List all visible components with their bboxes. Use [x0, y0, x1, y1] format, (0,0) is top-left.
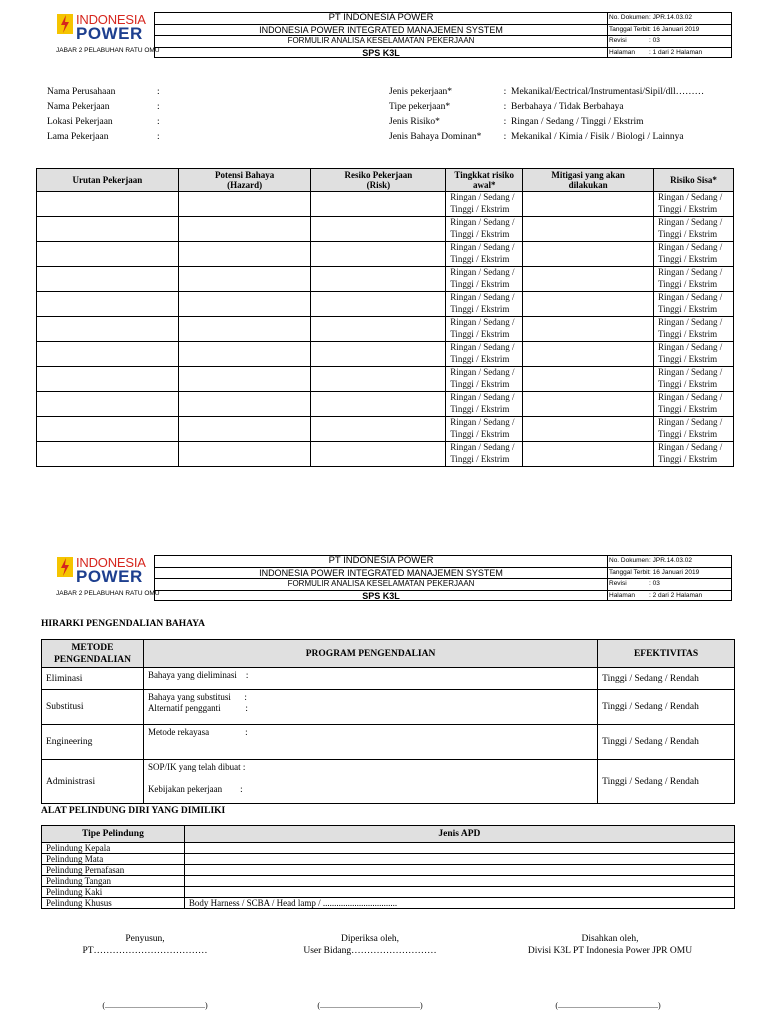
table-row [37, 217, 734, 242]
input-cell[interactable] [311, 267, 446, 292]
col-header: METODE PENGENDALIAN [42, 640, 144, 668]
col-header: Resiko Pekerjaan (Risk) [311, 169, 446, 192]
input-cell[interactable] [178, 242, 311, 267]
col-header: Risiko Sisa* [653, 169, 733, 192]
table-header-row [37, 169, 734, 192]
residual-risk-cell[interactable]: Ringan / Sedang / Tinggi / Ekstrim [653, 267, 733, 292]
input-cell[interactable] [178, 342, 311, 367]
jsa-table [36, 168, 734, 467]
initial-risk-cell[interactable]: Ringan / Sedang / Tinggi / Ekstrim [446, 267, 523, 292]
info-row: Tipe pekerjaan* : Berbahaya / Tidak Berbahaya [389, 102, 624, 112]
page-header-1 [40, 12, 732, 60]
input-cell[interactable] [311, 242, 446, 267]
input-cell[interactable] [37, 442, 179, 467]
input-cell[interactable] [523, 292, 654, 317]
table-row [37, 242, 734, 267]
header-meta-block: No. Dokumen: JPR.14.03.02 Tanggal Terbit: 16 Januari 2019 Revisi : 03 Halaman : 1 dari 2 Halaman [606, 12, 732, 58]
form-title: FORMULIR ANALISA KESELAMATAN PEKERJAAN [155, 579, 607, 591]
system-name: INDONESIA POWER INTEGRATED MANAJEMEN SYSTEM [155, 25, 607, 37]
company-name: PT INDONESIA POWER [155, 556, 607, 568]
input-cell[interactable] [178, 317, 311, 342]
residual-risk-cell[interactable]: Ringan / Sedang / Tinggi / Ekstrim [653, 417, 733, 442]
lightning-logo-icon [57, 557, 73, 577]
apd-title: ALAT PELINDUNG DIRI YANG DIMILIKI [41, 806, 226, 816]
signature-approver: Disahkan oleh, Divisi K3L PT Indonesia Power JPR OMU [527, 934, 693, 956]
input-cell[interactable] [311, 392, 446, 417]
table-row [37, 317, 734, 342]
residual-risk-cell[interactable]: Ringan / Sedang / Tinggi / Ekstrim [653, 242, 733, 267]
input-cell[interactable] [523, 442, 654, 467]
effect-cell: Tinggi / Sedang / Rendah [598, 668, 735, 690]
program-cell[interactable]: SOP/IK yang telah dibuat : Kebijakan pekerjaan : [143, 760, 597, 804]
input-cell[interactable] [178, 442, 311, 467]
input-cell[interactable] [311, 192, 446, 217]
initial-risk-cell[interactable]: Ringan / Sedang / Tinggi / Ekstrim [446, 217, 523, 242]
table-row: Pelindung Tangan [42, 876, 735, 887]
method-cell: Engineering [42, 725, 144, 760]
input-cell[interactable] [523, 367, 654, 392]
info-row: Jenis Risiko* : Ringan / Sedang / Tinggi / Ekstrim [389, 117, 644, 127]
lightning-logo-icon [57, 14, 73, 34]
input-cell[interactable] [311, 342, 446, 367]
initial-risk-cell[interactable]: Ringan / Sedang / Tinggi / Ekstrim [446, 417, 523, 442]
input-cell[interactable] [178, 392, 311, 417]
signature-blank-preparer[interactable]: (..................................................) [102, 1001, 208, 1010]
input-cell[interactable] [37, 217, 179, 242]
method-cell: Eliminasi [42, 668, 144, 690]
program-cell[interactable]: Metode rekayasa : [143, 725, 597, 760]
table-row: Pelindung Pernafasan [42, 865, 735, 876]
col-header: Tipe Pelindung [42, 826, 185, 843]
col-header: Tingkkat risiko awal* [446, 169, 523, 192]
input-cell[interactable] [523, 192, 654, 217]
table-row: Pelindung Khusus Body Harness / SCBA / Head lamp / ................................. [42, 898, 735, 909]
jsa-table-body [37, 192, 734, 467]
job-info-left [47, 85, 160, 145]
input-cell[interactable] [523, 267, 654, 292]
table-row [37, 342, 734, 367]
company-name: PT INDONESIA POWER [155, 13, 607, 25]
header-meta-block: No. Dokumen: JPR.14.03.02 Tanggal Terbit: 16 Januari 2019 Revisi : 03 Halaman : 2 dari 2 Halaman [606, 555, 732, 601]
effect-cell: Tinggi / Sedang / Rendah [598, 725, 735, 760]
col-header: Potensi Bahaya (Hazard) [178, 169, 311, 192]
program-cell[interactable]: Bahaya yang dieliminasi : [143, 668, 597, 690]
input-cell[interactable] [523, 417, 654, 442]
input-cell[interactable] [311, 417, 446, 442]
input-cell[interactable] [523, 342, 654, 367]
company-logo: INDONESIA POWER JABAR 2 PELABUHAN RATU OMU [56, 555, 160, 597]
table-row [42, 760, 735, 804]
form-title: FORMULIR ANALISA KESELAMATAN PEKERJAAN [155, 36, 607, 48]
input-cell[interactable] [311, 317, 446, 342]
input-cell[interactable] [37, 342, 179, 367]
table-row [42, 725, 735, 760]
residual-risk-cell[interactable]: Ringan / Sedang / Tinggi / Ekstrim [653, 292, 733, 317]
input-cell[interactable] [37, 417, 179, 442]
table-row [37, 392, 734, 417]
info-row: Jenis pekerjaan* : Mekanikal/Eectrical/Instrumentasi/Sipil/dll……… [389, 87, 705, 97]
initial-risk-cell[interactable]: Ringan / Sedang / Tinggi / Ekstrim [446, 242, 523, 267]
hierarchy-table [41, 639, 735, 804]
col-header: PROGRAM PENGENDALIAN [143, 640, 597, 668]
input-cell[interactable] [37, 317, 179, 342]
input-cell[interactable] [37, 242, 179, 267]
info-row: Nama Perusahaan : [47, 87, 160, 97]
input-cell[interactable] [37, 192, 179, 217]
input-cell[interactable] [523, 217, 654, 242]
input-cell[interactable] [178, 267, 311, 292]
initial-risk-cell[interactable]: Ringan / Sedang / Tinggi / Ekstrim [446, 192, 523, 217]
method-cell: Substitusi [42, 690, 144, 725]
initial-risk-cell[interactable]: Ringan / Sedang / Tinggi / Ekstrim [446, 442, 523, 467]
table-row [37, 292, 734, 317]
table-row [37, 442, 734, 467]
col-header: Urutan Pekerjaan [37, 169, 179, 192]
input-cell[interactable] [37, 392, 179, 417]
input-cell[interactable] [523, 242, 654, 267]
program-cell[interactable]: Bahaya yang substitusi : Alternatif pengganti : [143, 690, 597, 725]
input-cell[interactable] [523, 392, 654, 417]
job-info-right [389, 85, 704, 145]
company-logo: INDONESIA POWER JABAR 2 PELABUHAN RATU OMU [56, 12, 160, 54]
input-cell[interactable] [311, 442, 446, 467]
apd-table [41, 825, 735, 909]
residual-risk-cell[interactable]: Ringan / Sedang / Tinggi / Ekstrim [653, 217, 733, 242]
input-cell[interactable] [37, 367, 179, 392]
effect-cell: Tinggi / Sedang / Rendah [598, 690, 735, 725]
table-header-row [42, 826, 735, 843]
form-code: SPS K3L [362, 47, 400, 58]
residual-risk-cell[interactable]: Ringan / Sedang / Tinggi / Ekstrim [653, 342, 733, 367]
input-cell[interactable] [178, 417, 311, 442]
residual-risk-cell[interactable]: Ringan / Sedang / Tinggi / Ekstrim [653, 392, 733, 417]
input-cell[interactable] [523, 317, 654, 342]
info-row: Nama Pekerjaan : [47, 102, 160, 112]
table-row [42, 690, 735, 725]
page-header-2 [40, 555, 732, 603]
input-cell[interactable] [311, 367, 446, 392]
info-row: Lokasi Pekerjaan : [47, 117, 160, 127]
input-cell[interactable] [37, 267, 179, 292]
hierarchy-title: HIRARKI PENGENDALIAN BAHAYA [41, 619, 205, 629]
info-row: Jenis Bahaya Dominan* : Mekanikal / Kimia / Fisik / Biologi / Lainnya [389, 132, 684, 142]
effect-cell: Tinggi / Sedang / Rendah [598, 760, 735, 804]
input-cell[interactable] [178, 217, 311, 242]
table-row [37, 267, 734, 292]
info-row: Lama Pekerjaan : [47, 132, 160, 142]
system-name: INDONESIA POWER INTEGRATED MANAJEMEN SYSTEM [155, 568, 607, 580]
table-row: Pelindung Mata [42, 854, 735, 865]
table-row: Pelindung Kaki [42, 887, 735, 898]
input-cell[interactable] [178, 192, 311, 217]
residual-risk-cell[interactable]: Ringan / Sedang / Tinggi / Ekstrim [653, 317, 733, 342]
table-row [37, 367, 734, 392]
table-row [42, 668, 735, 690]
signature-blank-reviewer[interactable]: (..................................................) [317, 1001, 423, 1010]
table-row [37, 192, 734, 217]
header-title-block [154, 555, 608, 601]
input-cell[interactable] [178, 367, 311, 392]
col-header: Mitigasi yang akan dilakukan [523, 169, 654, 192]
initial-risk-cell[interactable]: Ringan / Sedang / Tinggi / Ekstrim [446, 392, 523, 417]
initial-risk-cell[interactable]: Ringan / Sedang / Tinggi / Ekstrim [446, 342, 523, 367]
header-title-block [154, 12, 608, 58]
table-row: Pelindung Kepala [42, 843, 735, 854]
signature-preparer: Penyusun, PT……………………………… [82, 934, 208, 956]
method-cell: Administrasi [42, 760, 144, 804]
form-code: SPS K3L [362, 590, 400, 601]
input-cell[interactable] [311, 217, 446, 242]
col-header: EFEKTIVITAS [598, 640, 735, 668]
residual-risk-cell[interactable]: Ringan / Sedang / Tinggi / Ekstrim [653, 367, 733, 392]
input-cell[interactable] [311, 292, 446, 317]
initial-risk-cell[interactable]: Ringan / Sedang / Tinggi / Ekstrim [446, 317, 523, 342]
signature-blank-approver[interactable]: (..................................................) [555, 1001, 661, 1010]
col-header: Jenis APD [184, 826, 734, 843]
table-row [37, 417, 734, 442]
initial-risk-cell[interactable]: Ringan / Sedang / Tinggi / Ekstrim [446, 292, 523, 317]
residual-risk-cell[interactable]: Ringan / Sedang / Tinggi / Ekstrim [653, 442, 733, 467]
residual-risk-cell[interactable]: Ringan / Sedang / Tinggi / Ekstrim [653, 192, 733, 217]
input-cell[interactable] [37, 292, 179, 317]
table-header-row [42, 640, 735, 668]
signature-reviewer: Diperiksa oleh, User Bidang……………………… [303, 934, 437, 956]
input-cell[interactable] [178, 292, 311, 317]
initial-risk-cell[interactable]: Ringan / Sedang / Tinggi / Ekstrim [446, 367, 523, 392]
